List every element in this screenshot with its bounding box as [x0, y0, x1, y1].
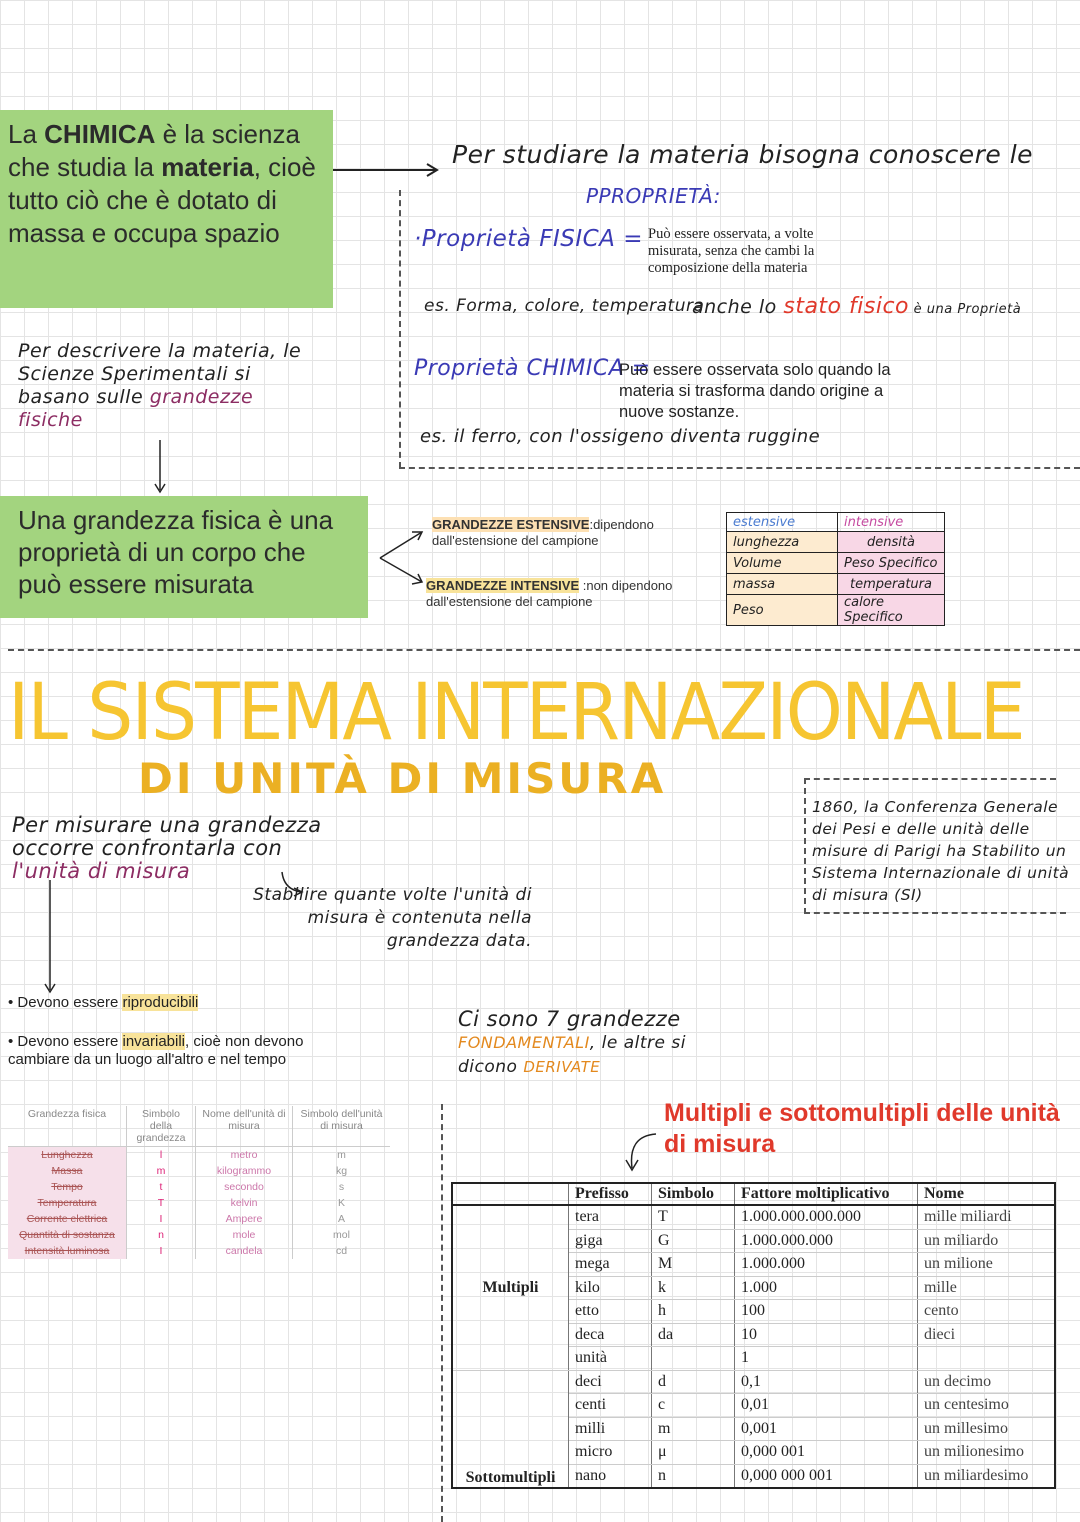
chimica-definition-box — [0, 110, 333, 308]
estensive-title: GRANDEZZE ESTENSIVE — [432, 517, 590, 532]
cell-nome-unita: candela — [196, 1243, 293, 1259]
cell-simbolo: G — [652, 1229, 735, 1253]
down-arrow-icon — [40, 880, 60, 996]
cell-simbolo — [652, 1347, 735, 1371]
branch-arrows-icon — [374, 528, 430, 588]
box1-text-a: La — [8, 119, 45, 149]
history-box-bottom — [804, 912, 1066, 914]
cell-grandezza: Corrente elettrica — [8, 1211, 127, 1227]
cell-intensive: temperatura — [838, 574, 945, 595]
cell-prefisso: tera — [569, 1205, 652, 1229]
box1-materia: materia — [161, 152, 254, 182]
si-units-table — [8, 1106, 390, 1259]
note-b: è una Proprietà — [909, 302, 1022, 317]
cell-intensive: Peso Specifico — [838, 553, 945, 574]
chimica-description: Può essere osservata solo quando la materia si trasforma dando origine a nuove sostanze. — [619, 361, 891, 421]
header-group — [452, 1183, 569, 1205]
cell-fattore: 1.000.000 — [735, 1253, 918, 1277]
cell-nome: un milionesimo — [918, 1441, 1056, 1465]
prefix-table — [451, 1182, 1056, 1489]
cell-nome-unita: Ampere — [196, 1211, 293, 1227]
section-divider — [8, 649, 1080, 651]
box1-text-c: , cioè tutto ciò che è dotato di massa e occupa spazio — [8, 152, 316, 248]
table-header-row — [8, 1106, 390, 1147]
cell-nome-unita: kelvin — [196, 1195, 293, 1211]
header-simbolo: Simbolo — [652, 1183, 735, 1205]
cell-simbolo-unita: mol — [333, 1229, 350, 1241]
cell-nome-unita: mole — [196, 1227, 293, 1243]
cell-fattore: 0,001 — [735, 1417, 918, 1441]
cell-simbolo-unita: kg — [335, 1165, 348, 1177]
cell-estensive: lunghezza — [727, 532, 838, 553]
cell-nome: un decimo — [918, 1370, 1056, 1394]
cell-fattore: 100 — [735, 1300, 918, 1324]
stabilire-note: Stabilire quante volte l'unità di misura è contenuta nella grandezza data. — [253, 885, 532, 951]
cell-fattore: 0,000 000 001 — [735, 1464, 918, 1488]
cell-estensive: massa — [727, 574, 838, 595]
misura-text: Per misurare una grandezza occorre confrontarla con — [12, 813, 322, 860]
table-row — [452, 1205, 1055, 1229]
box1-chimica: CHIMICA — [44, 119, 156, 149]
cell-fattore: 1.000 — [735, 1276, 918, 1300]
note-stato-fisico: stato fisico — [783, 294, 909, 319]
table-row — [727, 553, 945, 574]
fisica-description: Può essere osservata, a volte misurata, senza che cambi la composizione della materia — [648, 226, 815, 276]
cell-grandezza: Quantità di sostanza — [8, 1227, 127, 1243]
intensive-desc: :non dipendono dall'estensione del campione — [426, 578, 673, 609]
cell-simbolo: T — [652, 1205, 735, 1229]
header-nome-unita: Nome dell'unità di misura — [196, 1106, 293, 1147]
chimica-label: Proprietà CHIMICA = — [414, 356, 651, 381]
cell-simbolo-grandezza: n — [127, 1227, 196, 1243]
prefix-title: Multipli e sottomultipli delle unità di misura — [664, 1099, 1060, 1158]
header-fattore: Fattore moltiplicativo — [735, 1183, 918, 1205]
prefix-divider — [441, 1104, 443, 1522]
proprieta-heading: PPROPRIETÀ: — [586, 184, 721, 208]
header-intensive: intensive — [838, 513, 945, 532]
bullet2-rest: , cioè non devono cambiare da un luogo all'altro e nel tempo — [8, 1033, 304, 1068]
cell-simbolo-grandezza: t — [127, 1179, 196, 1195]
properties-bottom-divider — [399, 467, 1080, 469]
cell-prefisso: deca — [569, 1323, 652, 1347]
cell-fattore: 0,1 — [735, 1370, 918, 1394]
header-grandezza: Grandezza fisica — [8, 1106, 127, 1147]
cell-prefisso: kilo — [569, 1276, 652, 1300]
cell-prefisso: micro — [569, 1441, 652, 1465]
intensive-definition — [426, 578, 696, 610]
cell-nome: un millesimo — [918, 1417, 1056, 1441]
table-row — [8, 1211, 390, 1227]
table-row — [727, 595, 945, 626]
cell-nome: cento — [918, 1300, 1056, 1324]
cell-grandezza: Temperatura — [8, 1195, 127, 1211]
properties-divider — [399, 190, 401, 468]
bullet-invariabili: • Devono essere invariabili, cioè non devono cambiare da un luogo all'altro e nel tempo — [8, 1033, 304, 1068]
header-simbolo-unita: Simbolo dell'unità di misura — [293, 1106, 391, 1147]
grandezza-definition-box: Una grandezza fisica è una proprietà di un corpo che può essere misurata — [0, 496, 368, 618]
cell-grandezza: Massa — [8, 1163, 127, 1179]
header-simbolo-grandezza: Simbolo della grandezza — [127, 1106, 196, 1147]
cell-simbolo: d — [652, 1370, 735, 1394]
cell-nome: mille miliardi — [918, 1205, 1056, 1229]
cell-intensive: densità — [838, 532, 945, 553]
group-multipli: Multipli — [452, 1205, 569, 1370]
intensive-title: GRANDEZZE INTENSIVE — [426, 578, 580, 593]
stato-fisico-note — [692, 294, 1021, 319]
estensive-intensive-table — [726, 512, 945, 626]
cell-prefisso: milli — [569, 1417, 652, 1441]
cell-prefisso: centi — [569, 1394, 652, 1418]
fisica-label: ·Proprietà FISICA = — [414, 226, 643, 252]
cell-prefisso: giga — [569, 1229, 652, 1253]
cell-simbolo-unita: cd — [335, 1245, 348, 1257]
cell-simbolo-grandezza: m — [127, 1163, 196, 1179]
fisica-example: es. Forma, colore, temperatura — [424, 296, 705, 316]
cell-simbolo-unita: m — [337, 1149, 346, 1161]
table-row — [452, 1370, 1055, 1394]
bullet1-highlight: riproducibili — [122, 994, 199, 1011]
seven-text: Ci sono 7 grandezze — [458, 1007, 681, 1031]
cell-nome: un centesimo — [918, 1394, 1056, 1418]
cell-simbolo-grandezza: T — [127, 1195, 196, 1211]
cell-nome: un milione — [918, 1253, 1056, 1277]
cell-nome: dieci — [918, 1323, 1056, 1347]
table-row — [8, 1227, 390, 1243]
header-nome: Nome — [918, 1183, 1056, 1205]
properties-heading: Per studiare la materia bisogna conoscere le — [452, 140, 1034, 169]
chimica-example: es. il ferro, con l'ossigeno diventa ruggine — [420, 426, 821, 447]
table-row — [8, 1163, 390, 1179]
cell-nome-unita: kilogrammo — [196, 1163, 293, 1179]
cell-nome: un miliardesimo — [918, 1464, 1056, 1488]
cell-simbolo: c — [652, 1394, 735, 1418]
cell-estensive: Peso — [727, 595, 838, 626]
seven-fondamentali: FONDAMENTALI — [458, 1033, 590, 1052]
cell-nome: mille — [918, 1276, 1056, 1300]
history-box-left — [804, 778, 806, 914]
cell-prefisso: unità — [569, 1347, 652, 1371]
table-row — [727, 574, 945, 595]
history-note: 1860, la Conferenza Generale dei Pesi e delle unità delle misure di Parigi ha Stabilito un Sistema Internazionale di unità di misura (SI) — [812, 798, 1070, 904]
box1-text-b: è la scienza che studia la — [8, 119, 300, 182]
cell-fattore: 1.000.000.000.000 — [735, 1205, 918, 1229]
cell-prefisso: etto — [569, 1300, 652, 1324]
table-row — [8, 1195, 390, 1211]
down-arrow-icon — [150, 440, 170, 496]
cell-fattore: 0,000 001 — [735, 1441, 918, 1465]
cell-simbolo-unita: K — [337, 1197, 345, 1209]
bullet1-text: Devono essere — [17, 994, 123, 1011]
hand-note-text: Per descrivere la materia, le Scienze Sperimentali si basano sulle — [18, 340, 302, 408]
misura-unita: l'unità di misura — [12, 859, 191, 883]
cell-fattore: 10 — [735, 1323, 918, 1347]
seven-text-b: , le altre si dicono — [458, 1033, 686, 1077]
seven-derivate: DERIVATE — [523, 1058, 601, 1076]
history-box-top — [804, 778, 1056, 780]
header-estensive: estensive — [727, 513, 838, 532]
right-arrow-icon — [333, 160, 443, 180]
cell-prefisso: mega — [569, 1253, 652, 1277]
cell-estensive: Volume — [727, 553, 838, 574]
table-row — [8, 1179, 390, 1195]
cell-grandezza: Tempo — [8, 1179, 127, 1195]
cell-simbolo: M — [652, 1253, 735, 1277]
cell-grandezza: Lunghezza — [8, 1147, 127, 1164]
note-a: anche lo — [692, 296, 784, 318]
prefix-table-body — [452, 1205, 1055, 1488]
si-table-body — [8, 1147, 390, 1260]
header-prefisso: Prefisso — [569, 1183, 652, 1205]
estensive-desc: :dipendono dall'estensione del campione — [432, 517, 654, 548]
cell-simbolo: da — [652, 1323, 735, 1347]
cell-nome-unita: secondo — [196, 1179, 293, 1195]
cell-nome — [918, 1347, 1056, 1371]
curved-down-arrow-icon — [622, 1130, 662, 1174]
bullet2-text: Devono essere — [17, 1033, 123, 1050]
cell-fattore: 1 — [735, 1347, 918, 1371]
table-row — [8, 1147, 390, 1164]
grandezze-hand-note — [18, 340, 318, 432]
cell-simbolo-grandezza: l — [127, 1147, 196, 1164]
cell-simbolo: μ — [652, 1441, 735, 1465]
table-row — [727, 532, 945, 553]
cell-simbolo-unita: s — [338, 1181, 345, 1193]
cell-simbolo-grandezza: I — [127, 1243, 196, 1259]
cell-intensive: calore Specifico — [838, 595, 945, 626]
si-title: IL SISTEMA INTERNAZIONALE — [8, 668, 1024, 758]
bullet2-highlight: invariabili — [122, 1033, 186, 1050]
cell-simbolo: n — [652, 1464, 735, 1488]
cell-nome-unita: metro — [196, 1147, 293, 1164]
cell-nome: un miliardo — [918, 1229, 1056, 1253]
table-header-row — [452, 1183, 1055, 1205]
cell-fattore: 0,01 — [735, 1394, 918, 1418]
si-subtitle: DI UNITÀ DI MISURA — [138, 754, 667, 803]
sette-grandezze-note — [458, 1008, 718, 1078]
cell-prefisso: nano — [569, 1464, 652, 1488]
cell-simbolo: k — [652, 1276, 735, 1300]
hand-note-grandezze: grandezze fisiche — [18, 386, 254, 431]
estensive-definition — [432, 517, 682, 549]
cell-simbolo-grandezza: I — [127, 1211, 196, 1227]
cell-simbolo-unita: A — [337, 1213, 345, 1225]
cell-prefisso: deci — [569, 1370, 652, 1394]
cell-grandezza: Intensità luminosa — [8, 1243, 127, 1259]
bullet-riproducibili: • Devono essere riproducibili — [8, 994, 199, 1011]
table-header-row — [727, 513, 945, 532]
cell-simbolo: m — [652, 1417, 735, 1441]
cell-fattore: 1.000.000.000 — [735, 1229, 918, 1253]
cell-simbolo: h — [652, 1300, 735, 1324]
table-row — [8, 1243, 390, 1259]
group-sottomultipli: Sottomultipli — [452, 1370, 569, 1488]
